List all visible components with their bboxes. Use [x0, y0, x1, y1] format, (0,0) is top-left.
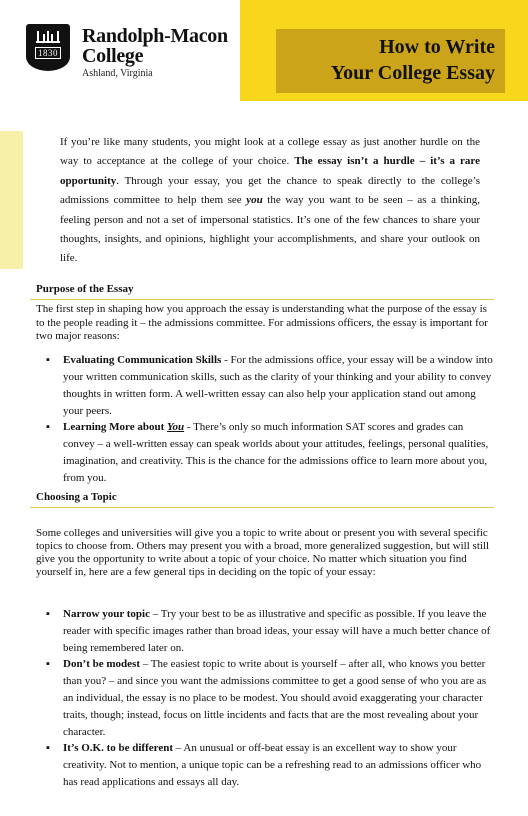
bullet-lead: Narrow your topic [63, 608, 150, 620]
intro-bold-text: The essay isn’t a hurdle – it’s a rare opportunity [60, 155, 480, 187]
intro-text-2: . Through your essay, you get the chance to speak directly to the college’s admissions committee to help them see [60, 174, 480, 207]
title-box [276, 29, 505, 93]
bullet-icon: ▪ [46, 742, 50, 754]
bullet-text: – An unusual or off-beat essay is an excellent way to show your creativity. Not to mention, a unique topic can be a refreshing read to an admissions officer who has read applications and essays all day. [63, 742, 482, 788]
college-name [82, 26, 228, 66]
bullet-lead-emphasis: You [167, 421, 185, 433]
purpose-heading: Purpose of the Essay [36, 283, 134, 295]
bullet-icon: ▪ [46, 421, 50, 433]
intro-paragraph [60, 133, 480, 269]
college-location: Ashland, Virginia [82, 68, 153, 79]
purpose-rule [30, 299, 494, 300]
seal-year: 1830 [35, 47, 61, 59]
bullet-text: - There’s only so much information SAT scores and grades can convey – a well-written essay can speak worlds about your attitudes, feelings, personal qualities, imagination, and creativity. This is the chance for the admissions office to learn more about you, from you. [63, 421, 489, 484]
bullet-icon: ▪ [46, 608, 50, 620]
bullet-icon: ▪ [46, 658, 50, 670]
topic-rule [30, 507, 494, 508]
college-name-line-2: College [82, 45, 144, 67]
bullet-lead: It’s O.K. to be different [63, 742, 173, 754]
intro-emphasis: you [246, 194, 263, 207]
bullet-text: - For the admissions office, your essay will be a window into your written communication skills, such as the clarity of your thinking and your ability to convey thoughts in written form. A well-written essay can also help your application stand out among your peers. [63, 354, 493, 417]
intro-text-1: If you’re like many students, you might look at a college essay as just another hurdle on the way to acceptance at the college of your choice. [60, 136, 480, 168]
topic-paragraph: Some colleges and universities will give you a topic to write about or present you with several specific topics to choose from. Others may present you with a broad, more generalized suggestion, but will still give you the opportunity to write about a topic of your choice. No matter which situation you find yourself in, here are a few general tips in deciding on the topic of your essay: [36, 527, 490, 578]
intro-side-bar [0, 131, 23, 269]
title-line-1: How to Write [379, 36, 495, 58]
bullet-lead: Evaluating Communication Skills [63, 354, 222, 366]
bullet-icon: ▪ [46, 354, 50, 366]
bullet-lead: Learning More about [63, 421, 167, 433]
bullet-lead: Don’t be modest [63, 658, 140, 670]
intro-text-3: the way you want to be seen – as a thinking, feeling person and not a set of impersonal statistics. It’s one of the few chances to share your thoughts, insights, and opinions, highlight your accomplishments, and share your outlook on life. [60, 194, 480, 265]
college-name-line-1: Randolph-Macon [82, 25, 228, 47]
bullet-text: – The easiest topic to write about is yourself – after all, who knows you better than you? – and since you want the admissions committee to get a good sense of who you are as an individual, the essay is no place to be modest. You should avoid exaggerating your character traits, though; instead, focus on little incidents and facts that are the most revealing about your character. [63, 658, 487, 738]
purpose-paragraph: The first step in shaping how you approach the essay is understanding what the purpose of the essay is to the people reading it – the admissions committee. For admissions officers, the essay is important for two major reasons: [36, 303, 488, 342]
title-line-2: Your College Essay [330, 62, 495, 84]
bullet-text: – Try your best to be as illustrative and specific as possible. If you leave the reader with specific images rather than broad ideas, your essay will have a much better chance of being remembered later on. [63, 608, 491, 654]
college-seal-icon [26, 24, 70, 71]
topic-heading: Choosing a Topic [36, 491, 117, 503]
